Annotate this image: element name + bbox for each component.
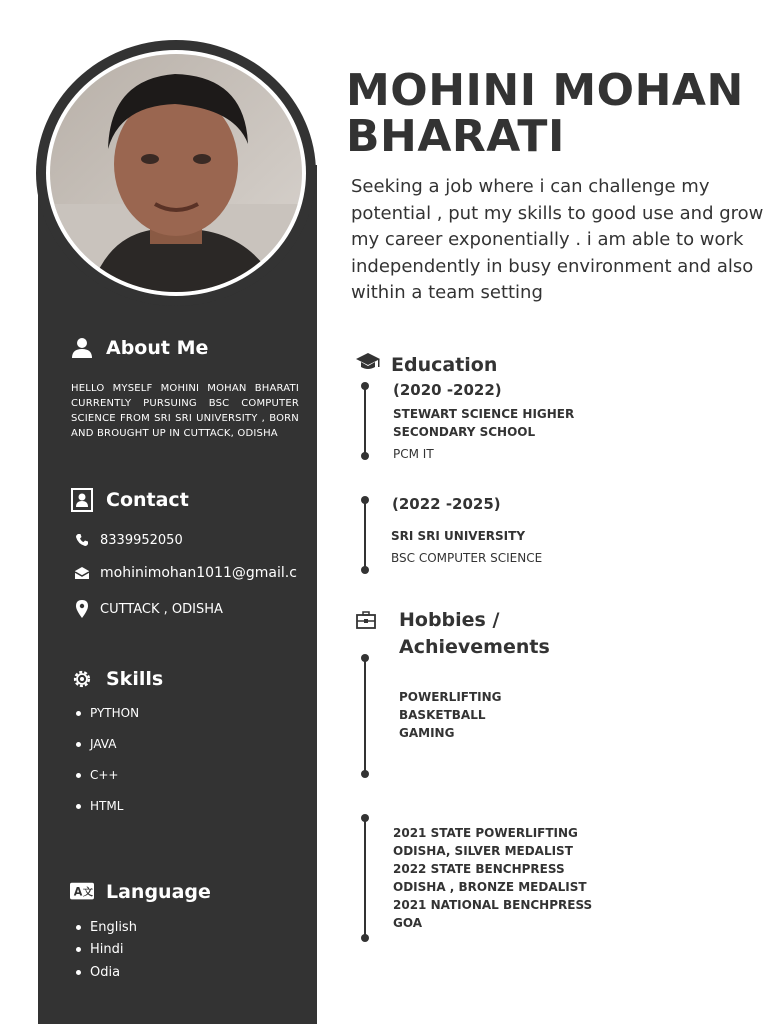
edu-school [393,405,574,441]
contact-location [74,601,223,617]
contact-card-icon [70,488,94,512]
achievement-item: 2021 STATE POWERLIFTING [393,826,578,840]
edu-detail: PCM IT [393,447,434,461]
full-name [346,65,744,162]
hobby-item: GAMING [399,726,455,740]
contact-title: Contact [106,489,189,511]
user-icon [70,336,94,360]
hobby-item: POWERLIFTING [399,690,502,704]
hobbies-heading [399,607,550,661]
edu-school: SRI SRI UNIVERSITY [391,529,526,543]
edu-school-line-2: SECONDARY SCHOOL [393,425,536,439]
career-objective: Seeking a job where i can challenge my potential , put my skills to good use and grow my career exponentially . i am able to work independently in busy environment and also within a team setting [351,176,764,303]
svg-text:A: A [73,885,83,899]
mail-icon [74,565,90,581]
skills-heading [70,667,163,691]
skill-item: PYTHON [76,706,139,720]
briefcase-icon [356,611,376,633]
timeline-line [364,386,366,458]
timeline-dot [361,770,369,778]
timeline-dot [361,654,369,662]
graduation-cap-icon [355,351,381,378]
language-title: Language [106,881,211,903]
timeline-dot [361,452,369,460]
skills-title: Skills [106,668,164,690]
phone-icon [74,532,90,548]
achievement-item: 2022 STATE BENCHPRESS [393,862,565,876]
edu-years: (2022 -2025) [392,495,501,513]
edu-detail: BSC COMPUTER SCIENCE [391,551,543,565]
gear-icon [70,667,94,691]
skill-item: HTML [76,799,123,813]
education-heading [355,351,497,378]
contact-heading [70,488,189,512]
timeline-line [364,818,366,938]
timeline-dot [361,496,369,504]
timeline-dot [361,382,369,390]
timeline-dot [361,934,369,942]
timeline-line [364,500,366,572]
language-heading [70,880,211,904]
achievement-item: ODISHA , BRONZE MEDALIST [393,880,587,894]
skill-item: C++ [76,768,119,782]
edu-school-line-1: STEWART SCIENCE HIGHER [393,407,575,421]
contact-phone [74,532,183,548]
achievement-item: ODISHA, SILVER MEDALIST [393,844,573,858]
location-text: CUTTACK , ODISHA [100,601,223,617]
language-item: English [76,920,137,935]
about-title: About Me [106,337,209,359]
education-title: Education [391,353,498,376]
timeline-dot [361,566,369,574]
edu-years: (2020 -2022) [393,381,502,399]
profile-photo [50,54,302,292]
contact-email [74,565,297,581]
achievement-item: 2021 NATIONAL BENCHPRESS [393,898,593,912]
achievement-item: GOA [393,916,423,930]
timeline-line [364,658,366,774]
email-text: mohinimohan1011@gmail.c [100,565,297,581]
about-body: HELLO MYSELF MOHINI MOHAN BHARATI CURRENTLY PURSUING BSC COMPUTER SCIENCE FROM SRI SRI UNIVERSITY , BORN AND BROUGHT UP IN CUTTACK, ODISHA [71,383,299,439]
about-heading [70,336,208,360]
translate-icon [70,880,94,904]
language-item: Hindi [76,942,124,957]
skill-item: JAVA [76,737,116,751]
svg-text:文: 文 [82,887,94,899]
location-pin-icon [74,601,90,617]
timeline-dot [361,814,369,822]
name-line-1: MOHINI MOHAN [346,65,744,116]
phone-text: 8339952050 [100,532,183,548]
hobby-item: BASKETBALL [399,708,486,722]
hobbies-title-line-1: Hobbies / [399,609,500,631]
hobbies-title-line-2: Achievements [399,636,550,658]
name-line-2: BHARATI [346,111,565,162]
language-item: Odia [76,965,120,980]
